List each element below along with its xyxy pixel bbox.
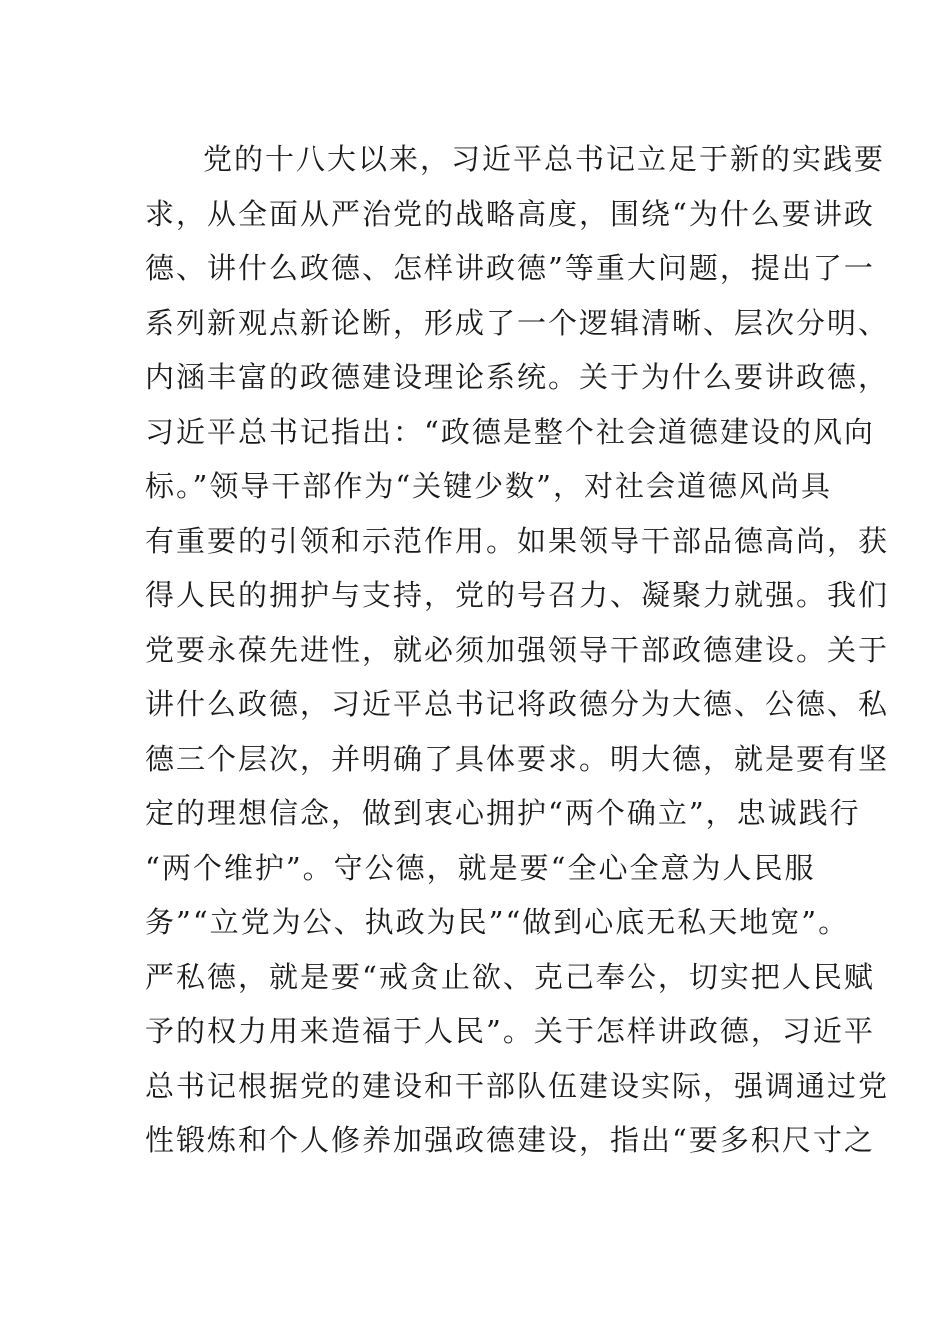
text-line: 习近平总书记指出：“政德是整个社会道德建设的风向 <box>145 414 875 449</box>
text-line: “两个维护”。守公德，就是要“全心全意为人民服 <box>145 850 816 885</box>
text-line: 党要永葆先进性，就必须加强领导干部政德建设。关于 <box>145 632 890 667</box>
body-paragraph <box>145 132 890 1168</box>
text-line: 德三个层次，并明确了具体要求。明大德，就是要有坚 <box>145 741 890 776</box>
text-line: 内涵丰富的政德建设理论系统。关于为什么要讲政德， <box>145 360 890 394</box>
text-line: 务”“立党为公、执政为民”“做到心底无私天地宽”。 <box>145 905 850 939</box>
text-line: 求，从全面从严治党的战略高度，围绕“为什么要讲政 <box>145 196 875 231</box>
text-line: 系列新观点新论断，形成了一个逻辑清晰、层次分明、 <box>145 305 890 340</box>
text-line: 讲什么政德，习近平总书记将政德分为大德、公德、私 <box>145 687 890 721</box>
text-line: 得人民的拥护与支持，党的号召力、凝聚力就强。我们 <box>145 578 890 612</box>
text-line: 严私德，就是要“戒贪止欲、克己奉公，切实把人民赋 <box>145 959 875 994</box>
text-line: 性锻炼和个人修养加强政德建设，指出“要多积尺寸之 <box>145 1123 875 1157</box>
text-line: 标。”领导干部作为“关键少数”，对社会道德风尚具 <box>145 469 832 503</box>
text-line: 有重要的引领和示范作用。如果领导干部品德高尚，获 <box>145 523 890 558</box>
text-line: 党的十八大以来，习近平总书记立足于新的实践要 <box>203 142 886 176</box>
text-line: 总书记根据党的建设和干部队伍建设实际，强调通过党 <box>145 1068 890 1103</box>
text-line: 予的权力用来造福于人民”。关于怎样讲政德，习近平 <box>145 1014 875 1048</box>
text-line: 德、讲什么政德、怎样讲政德”等重大问题，提出了一 <box>145 251 875 285</box>
text-line: 定的理想信念，做到衷心拥护“两个确立”，忠诚践行 <box>145 796 861 830</box>
